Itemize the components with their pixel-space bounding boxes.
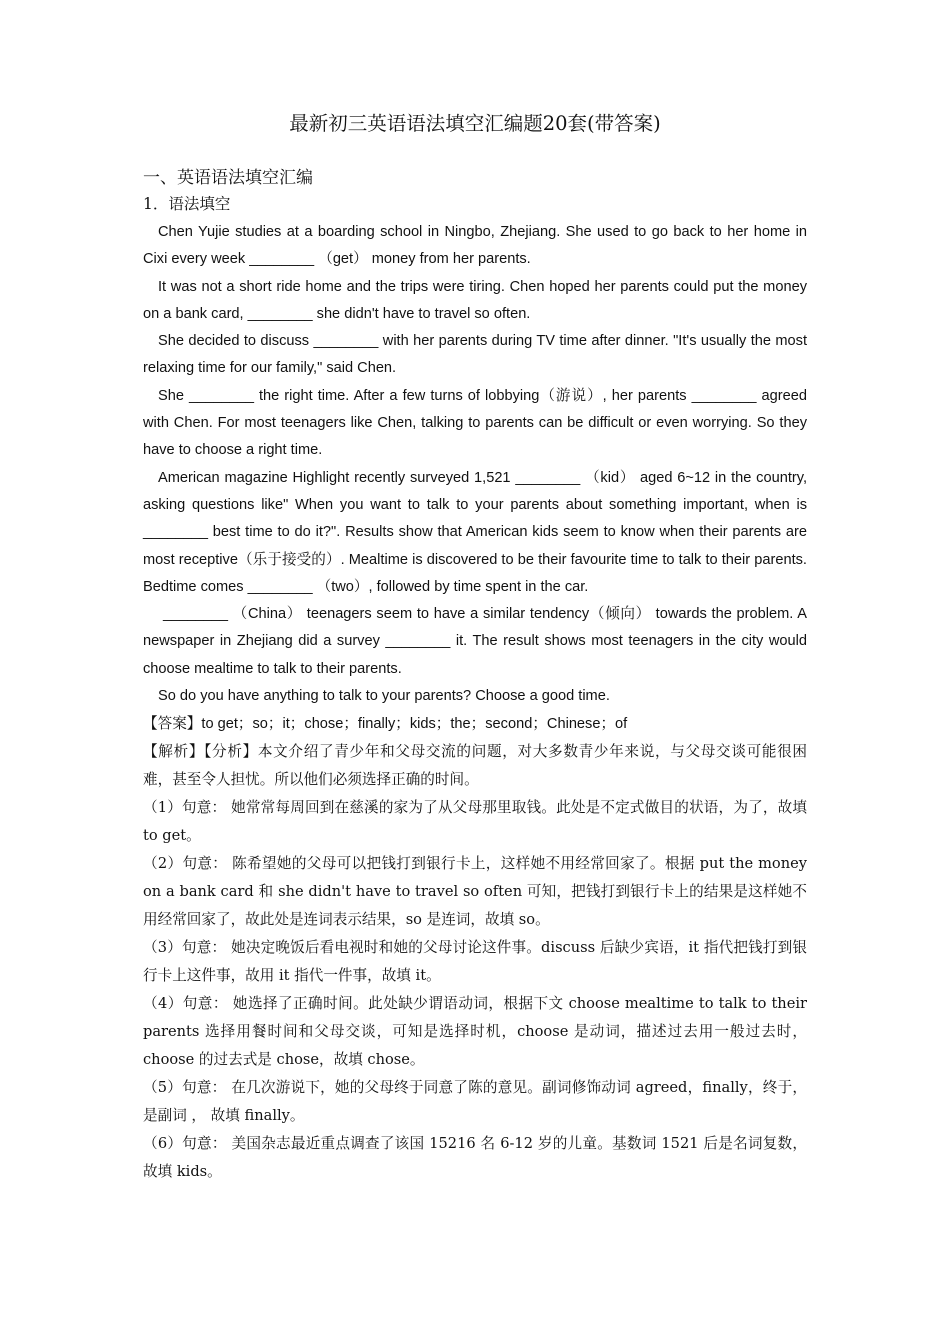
explanation-item: （2）句意： 陈希望她的父母可以把钱打到银行卡上，这样她不用经常回家了。根据 put the money on a bank card 和 she didn't have to travel so often 可知，把钱打到银行卡上的结果是这样她不用经常回家了，故此处是连词表示结果，so 是连词，故填 so。	[143, 855, 807, 929]
answer-text: to get；so；it；chose；finally；kids；the；second；Chinese；of	[201, 716, 628, 733]
passage-paragraph: American magazine Highlight recently surveyed 1,521 ________ （kid） aged 6~12 in the country, asking questions like" When you want to talk to your parents about something important, when is ________ best time to do it?". Results show that American kids seem to know when their parents are most receptive（乐于接受的）. Mealtime is discovered to be their favourite time to talk to their parents. Bedtime comes ________ （two）, followed by time spent in the car.	[143, 469, 807, 595]
passage-paragraph: She ________ the right time. After a few turns of lobbying（游说）, her parents ________ agreed with Chen. For most teenagers like Chen, talking to parents can be difficult or even worrying. So they have to choose a right time.	[143, 387, 807, 459]
explanation-item: （5）句意： 在几次游说下，她的父母终于同意了陈的意见。副词修饰动词 agreed，finally，终于，是副词 ， 故填 finally。	[143, 1079, 807, 1125]
explanation-item: （4）句意： 她选择了正确时间。此处缺少谓语动词，根据下文 choose mealtime to talk to their parents 选择用餐时间和父母交谈，可知是选择时机，choose 是动词，描述过去用一般过去时，choose 的过去式是 chose，故填 chose。	[143, 995, 807, 1069]
section-title: 一、英语语法填空汇编	[143, 168, 313, 188]
answer-line	[143, 710, 807, 738]
document-page	[143, 108, 807, 1186]
analysis-label: 【解析】【分析】	[143, 743, 258, 761]
analysis-text: 本文介绍了青少年和父母交流的问题，对大多数青少年来说，与父母交谈可能很困难，甚至令人担忧。所以他们必须选择正确的时间。	[143, 743, 808, 789]
passage-paragraph: ________ （China） teenagers seem to have a similar tendency（倾向） towards the problem. A newspaper in Zhejiang did a survey ________ it. The result shows most teenagers in the city would choose mealtime to talk to their parents.	[143, 606, 807, 677]
question-title: 1．语法填空	[143, 195, 231, 213]
passage-paragraph: It was not a short ride home and the trips were tiring. Chen hoped her parents could put the money on a bank card, ________ she didn't have to travel so often.	[143, 278, 807, 322]
explanation-item: （1）句意： 她常常每周回到在慈溪的家为了从父母那里取钱。此处是不定式做目的状语，为了，故填 to get。	[143, 799, 807, 845]
passage	[143, 219, 807, 710]
passage-paragraph: So do you have anything to talk to your parents? Choose a good time.	[158, 688, 610, 705]
explanation-item: （3）句意： 她决定晚饭后看电视时和她的父母讨论这件事。discuss 后缺少宾语，it 指代把钱打到银行卡上这件事，故用 it 指代一件事，故填 it。	[143, 939, 807, 985]
explanations	[143, 794, 807, 1186]
answer-label: 【答案】	[143, 715, 202, 733]
passage-paragraph: Chen Yujie studies at a boarding school in Ningbo, Zhejiang. She used to go back to her home in Cixi every week ________ （get） money from her parents.	[143, 224, 807, 268]
explanation-item: （6）句意： 美国杂志最近重点调查了该国 15216 名 6-12 岁的儿童。基数词 1521 后是名词复数，故填 kids。	[143, 1135, 807, 1181]
analysis-paragraph	[143, 738, 807, 794]
document-title: 最新初三英语语法填空汇编题20套(带答案)	[289, 112, 661, 135]
passage-paragraph: She decided to discuss ________ with her parents during TV time after dinner. "It's usually the most relaxing time for our family," said Chen.	[143, 333, 807, 377]
